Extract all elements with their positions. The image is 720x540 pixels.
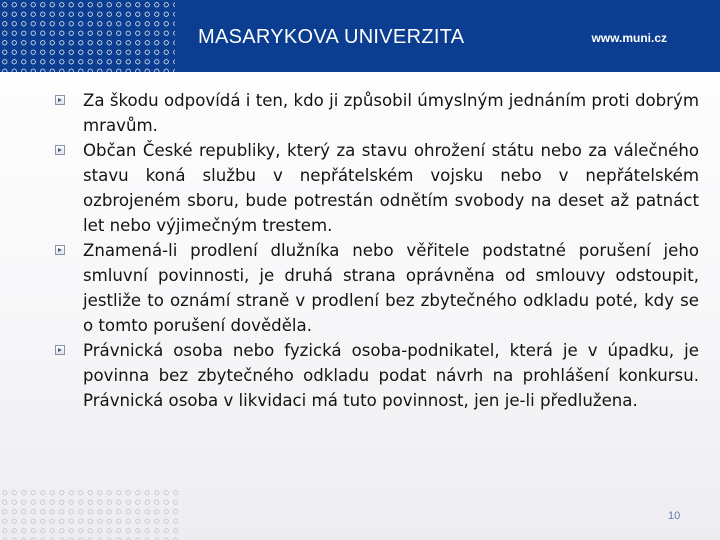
list-item [55, 138, 699, 238]
dot-pattern-decoration [0, 0, 175, 72]
university-url: www.muni.cz [591, 31, 667, 45]
slide-number: 10 [668, 510, 681, 522]
list-item-text: Za škodu odpovídá i ten, kdo ji způsobil úmyslným jednáním proti dobrým mravům. [83, 91, 699, 135]
arrow-box-bullet-icon [55, 345, 65, 355]
list-item [55, 238, 699, 338]
arrow-box-bullet-icon [55, 95, 65, 105]
list-item-text: Znamená-li prodlení dlužníka nebo věřitele podstatné porušení jeho smluvní povinnosti, je druhá strana oprávněna od smlouvy odstoupit, jestliže to oznámí straně v prodlení bez zbytečného odkladu poté, kdy se o tomto porušení dověděla. [83, 241, 699, 335]
header-bar [0, 0, 720, 72]
list-item [55, 338, 699, 413]
list-item-text: Právnická osoba nebo fyzická osoba-podnikatel, která je v úpadku, je povinna bez zbytečného odkladu podat návrh na prohlášení konkursu. Právnická osoba v likvidaci má tuto povinnost, jen je-li předlužena. [83, 341, 699, 410]
arrow-box-bullet-icon [55, 245, 65, 255]
dot-pattern-decoration-bottom [0, 488, 178, 540]
arrow-box-bullet-icon [55, 145, 65, 155]
list-item [55, 88, 699, 138]
bullet-list [55, 88, 699, 413]
list-item-text: Občan České republiky, který za stavu ohrožení státu nebo za válečného stavu koná službu v nepřátelském vojsku nebo v nepřátelském ozbrojeném sboru, bude potrestán odnětím svobody na deset až patnáct let nebo výjimečným trestem. [83, 141, 699, 235]
university-name: MASARYKOVA UNIVERZITA [198, 26, 465, 48]
